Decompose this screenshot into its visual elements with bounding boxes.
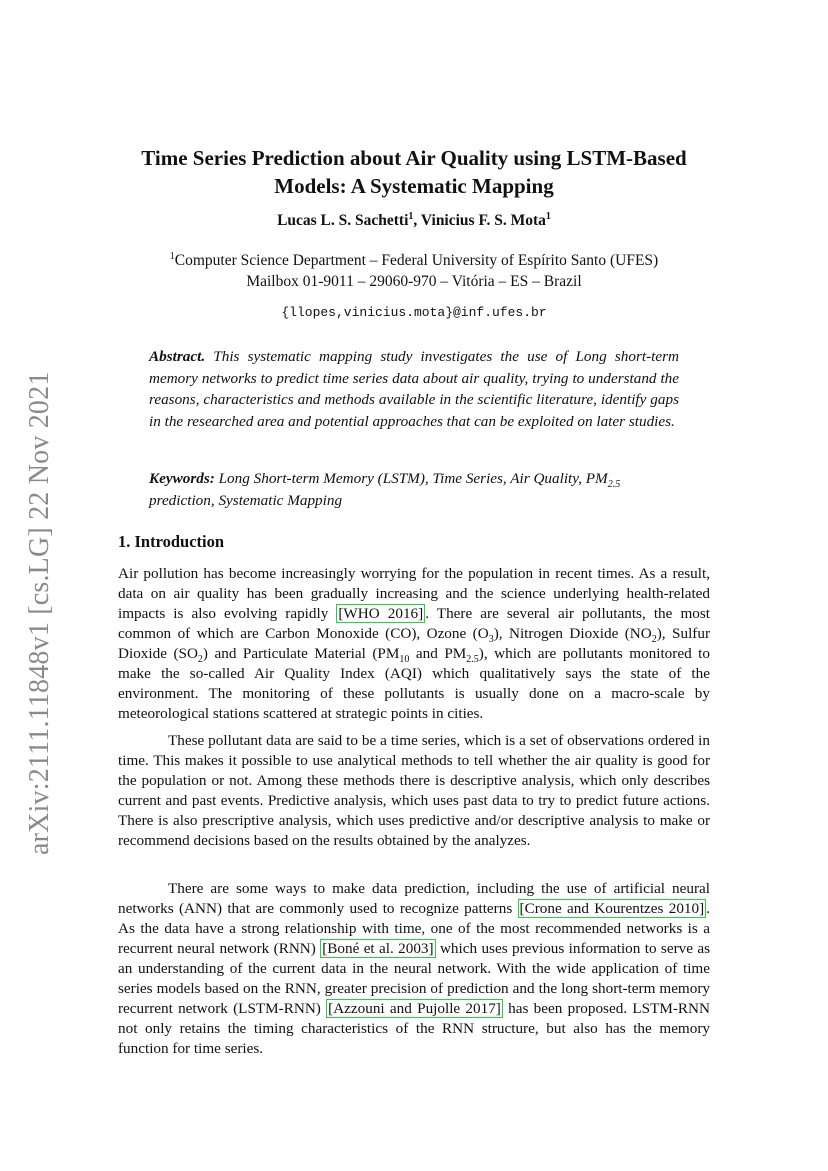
abstract-label: Abstract. <box>149 348 206 365</box>
pm10-subscript: 10 <box>399 654 410 666</box>
citation-link[interactable]: [Boné et al. 2003] <box>322 940 434 957</box>
p3-text-3: which uses previous information to serve as an understanding of the current data in the neural network. With the wide application of time series models based on the RNN, greater precision of prediction and the long short-term memory recurrent network (LSTM-RNN) <box>118 940 710 1017</box>
p1-text-5: ) and Particulate Material (PM <box>202 645 400 662</box>
title-line-1: Time Series Prediction about Air Quality using LSTM-Based <box>141 146 687 170</box>
keywords-text-2: prediction, Systematic Mapping <box>149 491 343 509</box>
o3-subscript: 3 <box>488 634 494 646</box>
citation-link[interactable]: [Crone and Kourentzes 2010] <box>519 900 705 917</box>
p1-text-1: Air pollution has become increasingly worrying for the population in recent times. As a result, data on air quality has been gradually increasing and the science underlying health-related impacts is also evolving rapidly <box>118 565 710 622</box>
title-line-2: Models: A Systematic Mapping <box>274 174 554 198</box>
author-2: Vinicius F. S. Mota <box>420 212 546 229</box>
keywords-pm-subscript: 2.5 <box>607 479 621 491</box>
author-separator: , <box>413 212 421 229</box>
author-1-affil-mark: 1 <box>408 210 414 222</box>
no2-subscript: 2 <box>651 634 657 646</box>
p1-text-4: ), Sulfur Dioxide (SO <box>118 625 711 662</box>
p1-text-7: ), which are pollutants monitored to make the so-called Air Quality Index (AQI) which qualitatively says the state of the environment. The monitoring of these pollutants is usually done on a macro-scale by meteorological stations scattered at strategic points in cities. <box>118 645 710 722</box>
p3-text-2: . As the data have a strong relationship with time, one of the most recommended networks is a recurrent neural network (RNN) <box>118 900 710 957</box>
intro-paragraph-3 <box>118 879 710 1059</box>
keywords <box>149 468 679 511</box>
affiliation-department: Computer Science Department – Federal University of Espírito Santo (UFES) <box>174 252 659 269</box>
intro-paragraph-1 <box>118 564 710 724</box>
arxiv-identifier: arXiv:2111.11848v1 [cs.LG] 22 Nov 2021 <box>24 371 55 855</box>
p1-text-3: ), Nitrogen Dioxide (NO <box>493 625 652 642</box>
author-1: Lucas L. S. Sachetti <box>277 212 409 229</box>
affiliation-line-1 <box>108 250 720 271</box>
citation-link[interactable]: [Azzouni and Pujolle 2017] <box>328 1000 501 1017</box>
so2-subscript: 2 <box>197 654 203 666</box>
abstract <box>149 346 679 432</box>
paper-title <box>108 144 720 200</box>
p3-text-4: has been proposed. LSTM-RNN not only retains the timing characteristics of the RNN structure, but also has the memory function for time series. <box>118 1000 710 1057</box>
pm25-subscript: 2.5 <box>466 654 479 666</box>
p1-text-2: . There are several air pollutants, the most common of which are Carbon Monoxide (CO), Ozone (O <box>118 605 710 642</box>
p1-text-6: and PM <box>409 645 467 662</box>
citation-link[interactable]: [WHO 2016] <box>338 605 424 622</box>
abstract-text: This systematic mapping study investigates the use of Long short-term memory networks to predict time series data about air quality, trying to understand the reasons, characteristics and methods available in the scientific literature, identify gaps in the researched area and potential approaches that can be exploited on later studies. <box>149 348 679 430</box>
author-email: {llopes,vinicius.mota}@inf.ufes.br <box>281 305 547 320</box>
author-2-affil-mark: 1 <box>545 210 551 222</box>
keywords-label: Keywords: <box>149 470 215 487</box>
author-list <box>108 212 720 230</box>
affiliation-mark: 1 <box>169 250 175 262</box>
intro-paragraph-2: These pollutant data are said to be a time series, which is a set of observations ordered in time. This makes it possible to use analytical methods to tell whether the air quality is good for the population or not. Among these methods there is descriptive analysis, which only describes current and past events. Predictive analysis, which uses past data to try to predict future actions. There is also prescriptive analysis, which uses predictive and/or descriptive analysis to make or recommend decisions based on the results obtained by the analyzes. <box>118 732 710 849</box>
affiliation-line-2: Mailbox 01-9011 – 29060-970 – Vitória – ES – Brazil <box>246 273 582 290</box>
section-heading: 1. Introduction <box>118 532 225 551</box>
arxiv-sidebar-stamp <box>24 345 64 855</box>
keywords-text-1: Long Short-term Memory (LSTM), Time Series, Air Quality, PM <box>218 470 608 487</box>
affiliation <box>108 250 720 292</box>
p3-text-1: There are some ways to make data prediction, including the use of artificial neural networks (ANN) that are commonly used to recognize patterns <box>118 880 710 917</box>
